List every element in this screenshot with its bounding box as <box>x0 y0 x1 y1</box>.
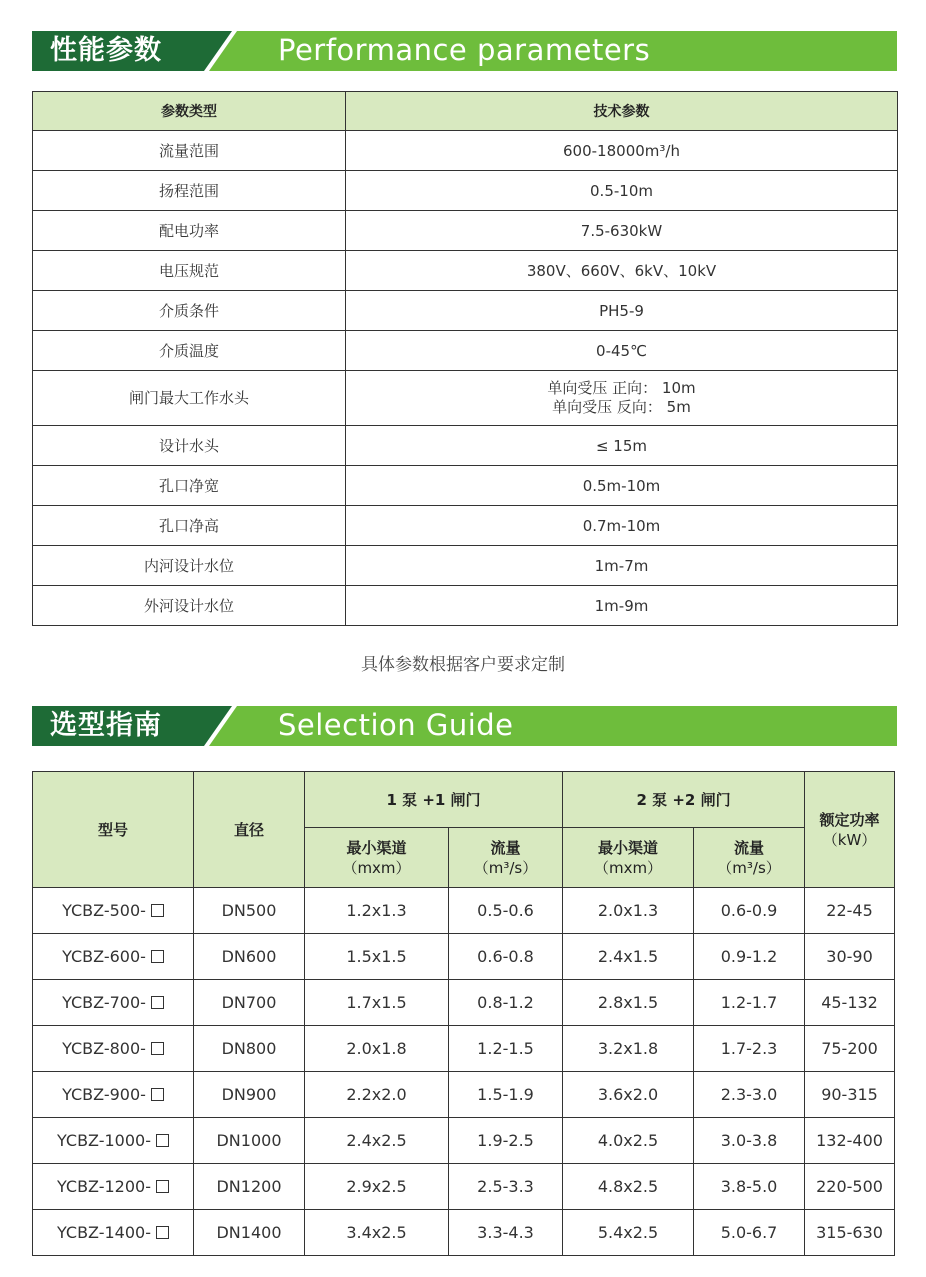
cell-channel-1 <box>305 888 449 934</box>
param-label: 流量范围 <box>33 131 346 171</box>
flow-1-value: 1.5-1.9 <box>477 1085 534 1104</box>
table-row <box>33 586 898 626</box>
checkbox-square-icon <box>156 1180 169 1193</box>
table-row <box>33 1026 895 1072</box>
channel-2-value: 4.0x2.5 <box>597 1131 659 1150</box>
cell-channel-2 <box>563 1026 694 1072</box>
channel-1-value: 2.9x2.5 <box>346 1177 407 1196</box>
diameter-value: DN600 <box>221 947 277 966</box>
selection-banner <box>32 706 897 746</box>
selection-table <box>32 771 895 1256</box>
header-channel-1 <box>305 828 449 888</box>
table-row <box>33 506 898 546</box>
diameter-value: DN500 <box>221 901 277 920</box>
cell-model <box>33 1072 194 1118</box>
table-row <box>33 331 898 371</box>
cell-diameter <box>194 1072 305 1118</box>
cell-power <box>805 1164 895 1210</box>
param-value: PH5-9 <box>346 291 898 331</box>
cell-flow-1 <box>449 1164 563 1210</box>
table-row <box>33 1072 895 1118</box>
channel-1-value: 1.2x1.3 <box>346 901 407 920</box>
header-model: 型号 <box>33 772 194 888</box>
power-value: 30-90 <box>826 947 873 966</box>
model-value: YCBZ-1400- <box>57 1223 151 1242</box>
flow-2-value: 3.0-3.8 <box>720 1131 778 1150</box>
header-diameter: 直径 <box>194 772 305 888</box>
flow-2-value: 2.3-3.0 <box>720 1085 778 1104</box>
cell-channel-1 <box>305 934 449 980</box>
model-value: YCBZ-1200- <box>57 1177 151 1196</box>
cell-flow-1 <box>449 1072 563 1118</box>
cell-flow-2 <box>694 1026 805 1072</box>
cell-channel-2 <box>563 934 694 980</box>
flow-1-value: 2.5-3.3 <box>477 1177 534 1196</box>
header-power-unit: （kW） <box>822 830 877 849</box>
model-value: YCBZ-600- <box>62 947 146 966</box>
header-channel-unit: （mxm） <box>342 858 411 877</box>
channel-1-value: 2.0x1.8 <box>346 1039 407 1058</box>
param-value: 0.5-10m <box>346 171 898 211</box>
channel-2-value: 4.8x2.5 <box>597 1177 659 1196</box>
cell-flow-2 <box>694 934 805 980</box>
table-row <box>33 1210 895 1256</box>
table-row <box>33 131 898 171</box>
cell-model <box>33 1026 194 1072</box>
cell-flow-2 <box>694 1118 805 1164</box>
cell-power <box>805 980 895 1026</box>
cell-channel-2 <box>563 888 694 934</box>
param-value-line-1: 单向受压 正向： 10m <box>547 379 696 397</box>
header-group-2pump: 2 泵 +2 闸门 <box>563 772 805 828</box>
flow-1-value: 0.8-1.2 <box>477 993 534 1012</box>
checkbox-square-icon <box>151 996 164 1009</box>
cell-flow-1 <box>449 888 563 934</box>
cell-model <box>33 888 194 934</box>
param-label: 设计水头 <box>33 426 346 466</box>
checkbox-square-icon <box>156 1134 169 1147</box>
model-value: YCBZ-1000- <box>57 1131 151 1150</box>
cell-model <box>33 1210 194 1256</box>
customization-note: 具体参数根据客户要求定制 <box>361 655 565 675</box>
cell-flow-1 <box>449 980 563 1026</box>
cell-diameter <box>194 1210 305 1256</box>
header-flow-2 <box>694 828 805 888</box>
param-label: 电压规范 <box>33 251 346 291</box>
cell-flow-1 <box>449 1210 563 1256</box>
cell-diameter <box>194 888 305 934</box>
flow-2-value: 0.6-0.9 <box>720 901 778 920</box>
table-row <box>33 291 898 331</box>
section-title-cn: 选型指南 <box>50 710 162 741</box>
flow-1-value: 1.2-1.5 <box>477 1039 534 1058</box>
header-flow-unit: （m³/s） <box>717 858 781 877</box>
param-value: 0-45℃ <box>346 331 898 371</box>
param-value-line-2: 单向受压 反向： 5m <box>552 398 691 416</box>
cell-power <box>805 1026 895 1072</box>
header-channel-unit: （mxm） <box>593 858 663 877</box>
table-row <box>33 1118 895 1164</box>
header-flow-unit: （m³/s） <box>473 858 538 877</box>
cell-channel-2 <box>563 1072 694 1118</box>
param-label: 配电功率 <box>33 211 346 251</box>
cell-channel-2 <box>563 1164 694 1210</box>
power-value: 220-500 <box>816 1177 883 1196</box>
cell-power <box>805 1118 895 1164</box>
checkbox-square-icon <box>151 1088 164 1101</box>
cell-channel-1 <box>305 1026 449 1072</box>
param-label: 孔口净宽 <box>33 466 346 506</box>
header-flow-label: 流量 <box>490 838 521 857</box>
cell-model <box>33 1164 194 1210</box>
cell-power <box>805 1072 895 1118</box>
cell-channel-1 <box>305 1118 449 1164</box>
cell-channel-2 <box>563 1118 694 1164</box>
param-value: 1m-9m <box>346 586 898 626</box>
cell-diameter <box>194 980 305 1026</box>
cell-diameter <box>194 1026 305 1072</box>
table-row <box>33 371 898 426</box>
table-header-row <box>33 92 898 131</box>
header-channel-2 <box>563 828 694 888</box>
param-label: 闸门最大工作水头 <box>33 371 346 426</box>
model-value: YCBZ-900- <box>62 1085 146 1104</box>
param-value <box>346 371 898 426</box>
cell-channel-1 <box>305 980 449 1026</box>
model-value: YCBZ-700- <box>62 993 146 1012</box>
channel-1-value: 1.7x1.5 <box>346 993 407 1012</box>
table-row <box>33 171 898 211</box>
param-value: 1m-7m <box>346 546 898 586</box>
model-value: YCBZ-500- <box>62 901 146 920</box>
cell-channel-2 <box>563 1210 694 1256</box>
param-value: 600-18000m³/h <box>346 131 898 171</box>
power-value: 22-45 <box>826 901 873 920</box>
power-value: 132-400 <box>816 1131 883 1150</box>
param-value: 7.5-630kW <box>346 211 898 251</box>
flow-1-value: 0.6-0.8 <box>477 947 534 966</box>
header-power <box>805 772 895 888</box>
power-value: 75-200 <box>821 1039 878 1058</box>
section-title-en: Selection Guide <box>278 708 514 742</box>
channel-2-value: 3.6x2.0 <box>597 1085 659 1104</box>
cell-channel-1 <box>305 1164 449 1210</box>
param-label: 扬程范围 <box>33 171 346 211</box>
param-value: 0.7m-10m <box>346 506 898 546</box>
diameter-value: DN800 <box>221 1039 277 1058</box>
flow-2-value: 0.9-1.2 <box>720 947 778 966</box>
header-flow-1 <box>449 828 563 888</box>
param-value: 0.5m-10m <box>346 466 898 506</box>
power-value: 90-315 <box>821 1085 878 1104</box>
channel-2-value: 5.4x2.5 <box>597 1223 659 1242</box>
checkbox-square-icon <box>156 1226 169 1239</box>
checkbox-square-icon <box>151 1042 164 1055</box>
diameter-value: DN1400 <box>216 1223 282 1242</box>
table-row <box>33 546 898 586</box>
checkbox-square-icon <box>151 904 164 917</box>
channel-1-value: 2.4x2.5 <box>346 1131 407 1150</box>
table-row <box>33 466 898 506</box>
cell-model <box>33 1118 194 1164</box>
channel-2-value: 2.8x1.5 <box>597 993 659 1012</box>
param-label: 介质温度 <box>33 331 346 371</box>
param-label: 外河设计水位 <box>33 586 346 626</box>
header-param-type: 参数类型 <box>33 92 346 131</box>
channel-2-value: 3.2x1.8 <box>597 1039 659 1058</box>
cell-flow-2 <box>694 980 805 1026</box>
cell-flow-2 <box>694 888 805 934</box>
diameter-value: DN900 <box>221 1085 277 1104</box>
param-label: 内河设计水位 <box>33 546 346 586</box>
flow-1-value: 0.5-0.6 <box>477 901 534 920</box>
checkbox-square-icon <box>151 950 164 963</box>
cell-model <box>33 934 194 980</box>
channel-1-value: 3.4x2.5 <box>346 1223 407 1242</box>
diameter-value: DN700 <box>221 993 277 1012</box>
header-power-label: 额定功率 <box>819 810 880 829</box>
cell-flow-1 <box>449 1118 563 1164</box>
param-value: 380V、660V、6kV、10kV <box>346 251 898 291</box>
header-channel-label: 最小渠道 <box>598 838 659 857</box>
cell-diameter <box>194 934 305 980</box>
performance-table <box>32 91 898 626</box>
channel-2-value: 2.0x1.3 <box>597 901 659 920</box>
flow-2-value: 5.0-6.7 <box>720 1223 778 1242</box>
cell-flow-1 <box>449 934 563 980</box>
section-title-cn: 性能参数 <box>50 35 162 66</box>
table-row <box>33 1164 895 1210</box>
channel-1-value: 1.5x1.5 <box>346 947 407 966</box>
table-header-row <box>33 772 895 828</box>
flow-2-value: 3.8-5.0 <box>720 1177 778 1196</box>
header-tech-param: 技术参数 <box>346 92 898 131</box>
param-label: 介质条件 <box>33 291 346 331</box>
cell-flow-2 <box>694 1164 805 1210</box>
cell-channel-1 <box>305 1210 449 1256</box>
flow-1-value: 3.3-4.3 <box>477 1223 534 1242</box>
header-group-1pump: 1 泵 +1 闸门 <box>305 772 563 828</box>
table-row <box>33 251 898 291</box>
power-value: 45-132 <box>821 993 878 1012</box>
selection-table-body <box>33 888 895 1256</box>
cell-model <box>33 980 194 1026</box>
cell-channel-1 <box>305 1072 449 1118</box>
cell-flow-1 <box>449 1026 563 1072</box>
performance-banner <box>32 31 897 71</box>
cell-diameter <box>194 1164 305 1210</box>
flow-2-value: 1.7-2.3 <box>720 1039 778 1058</box>
table-row <box>33 211 898 251</box>
model-value: YCBZ-800- <box>62 1039 146 1058</box>
param-label: 孔口净高 <box>33 506 346 546</box>
section-title-en: Performance parameters <box>278 33 651 67</box>
cell-power <box>805 934 895 980</box>
flow-1-value: 1.9-2.5 <box>477 1131 534 1150</box>
flow-2-value: 1.2-1.7 <box>720 993 778 1012</box>
cell-power <box>805 1210 895 1256</box>
cell-flow-2 <box>694 1072 805 1118</box>
table-row <box>33 980 895 1026</box>
table-row <box>33 934 895 980</box>
cell-power <box>805 888 895 934</box>
cell-diameter <box>194 1118 305 1164</box>
table-row <box>33 426 898 466</box>
channel-1-value: 2.2x2.0 <box>346 1085 407 1104</box>
table-row <box>33 888 895 934</box>
cell-channel-2 <box>563 980 694 1026</box>
param-value: ≤ 15m <box>346 426 898 466</box>
diameter-value: DN1200 <box>216 1177 282 1196</box>
cell-flow-2 <box>694 1210 805 1256</box>
header-channel-label: 最小渠道 <box>346 838 407 857</box>
diameter-value: DN1000 <box>216 1131 282 1150</box>
channel-2-value: 2.4x1.5 <box>597 947 659 966</box>
power-value: 315-630 <box>816 1223 883 1242</box>
header-flow-label: 流量 <box>734 838 765 857</box>
